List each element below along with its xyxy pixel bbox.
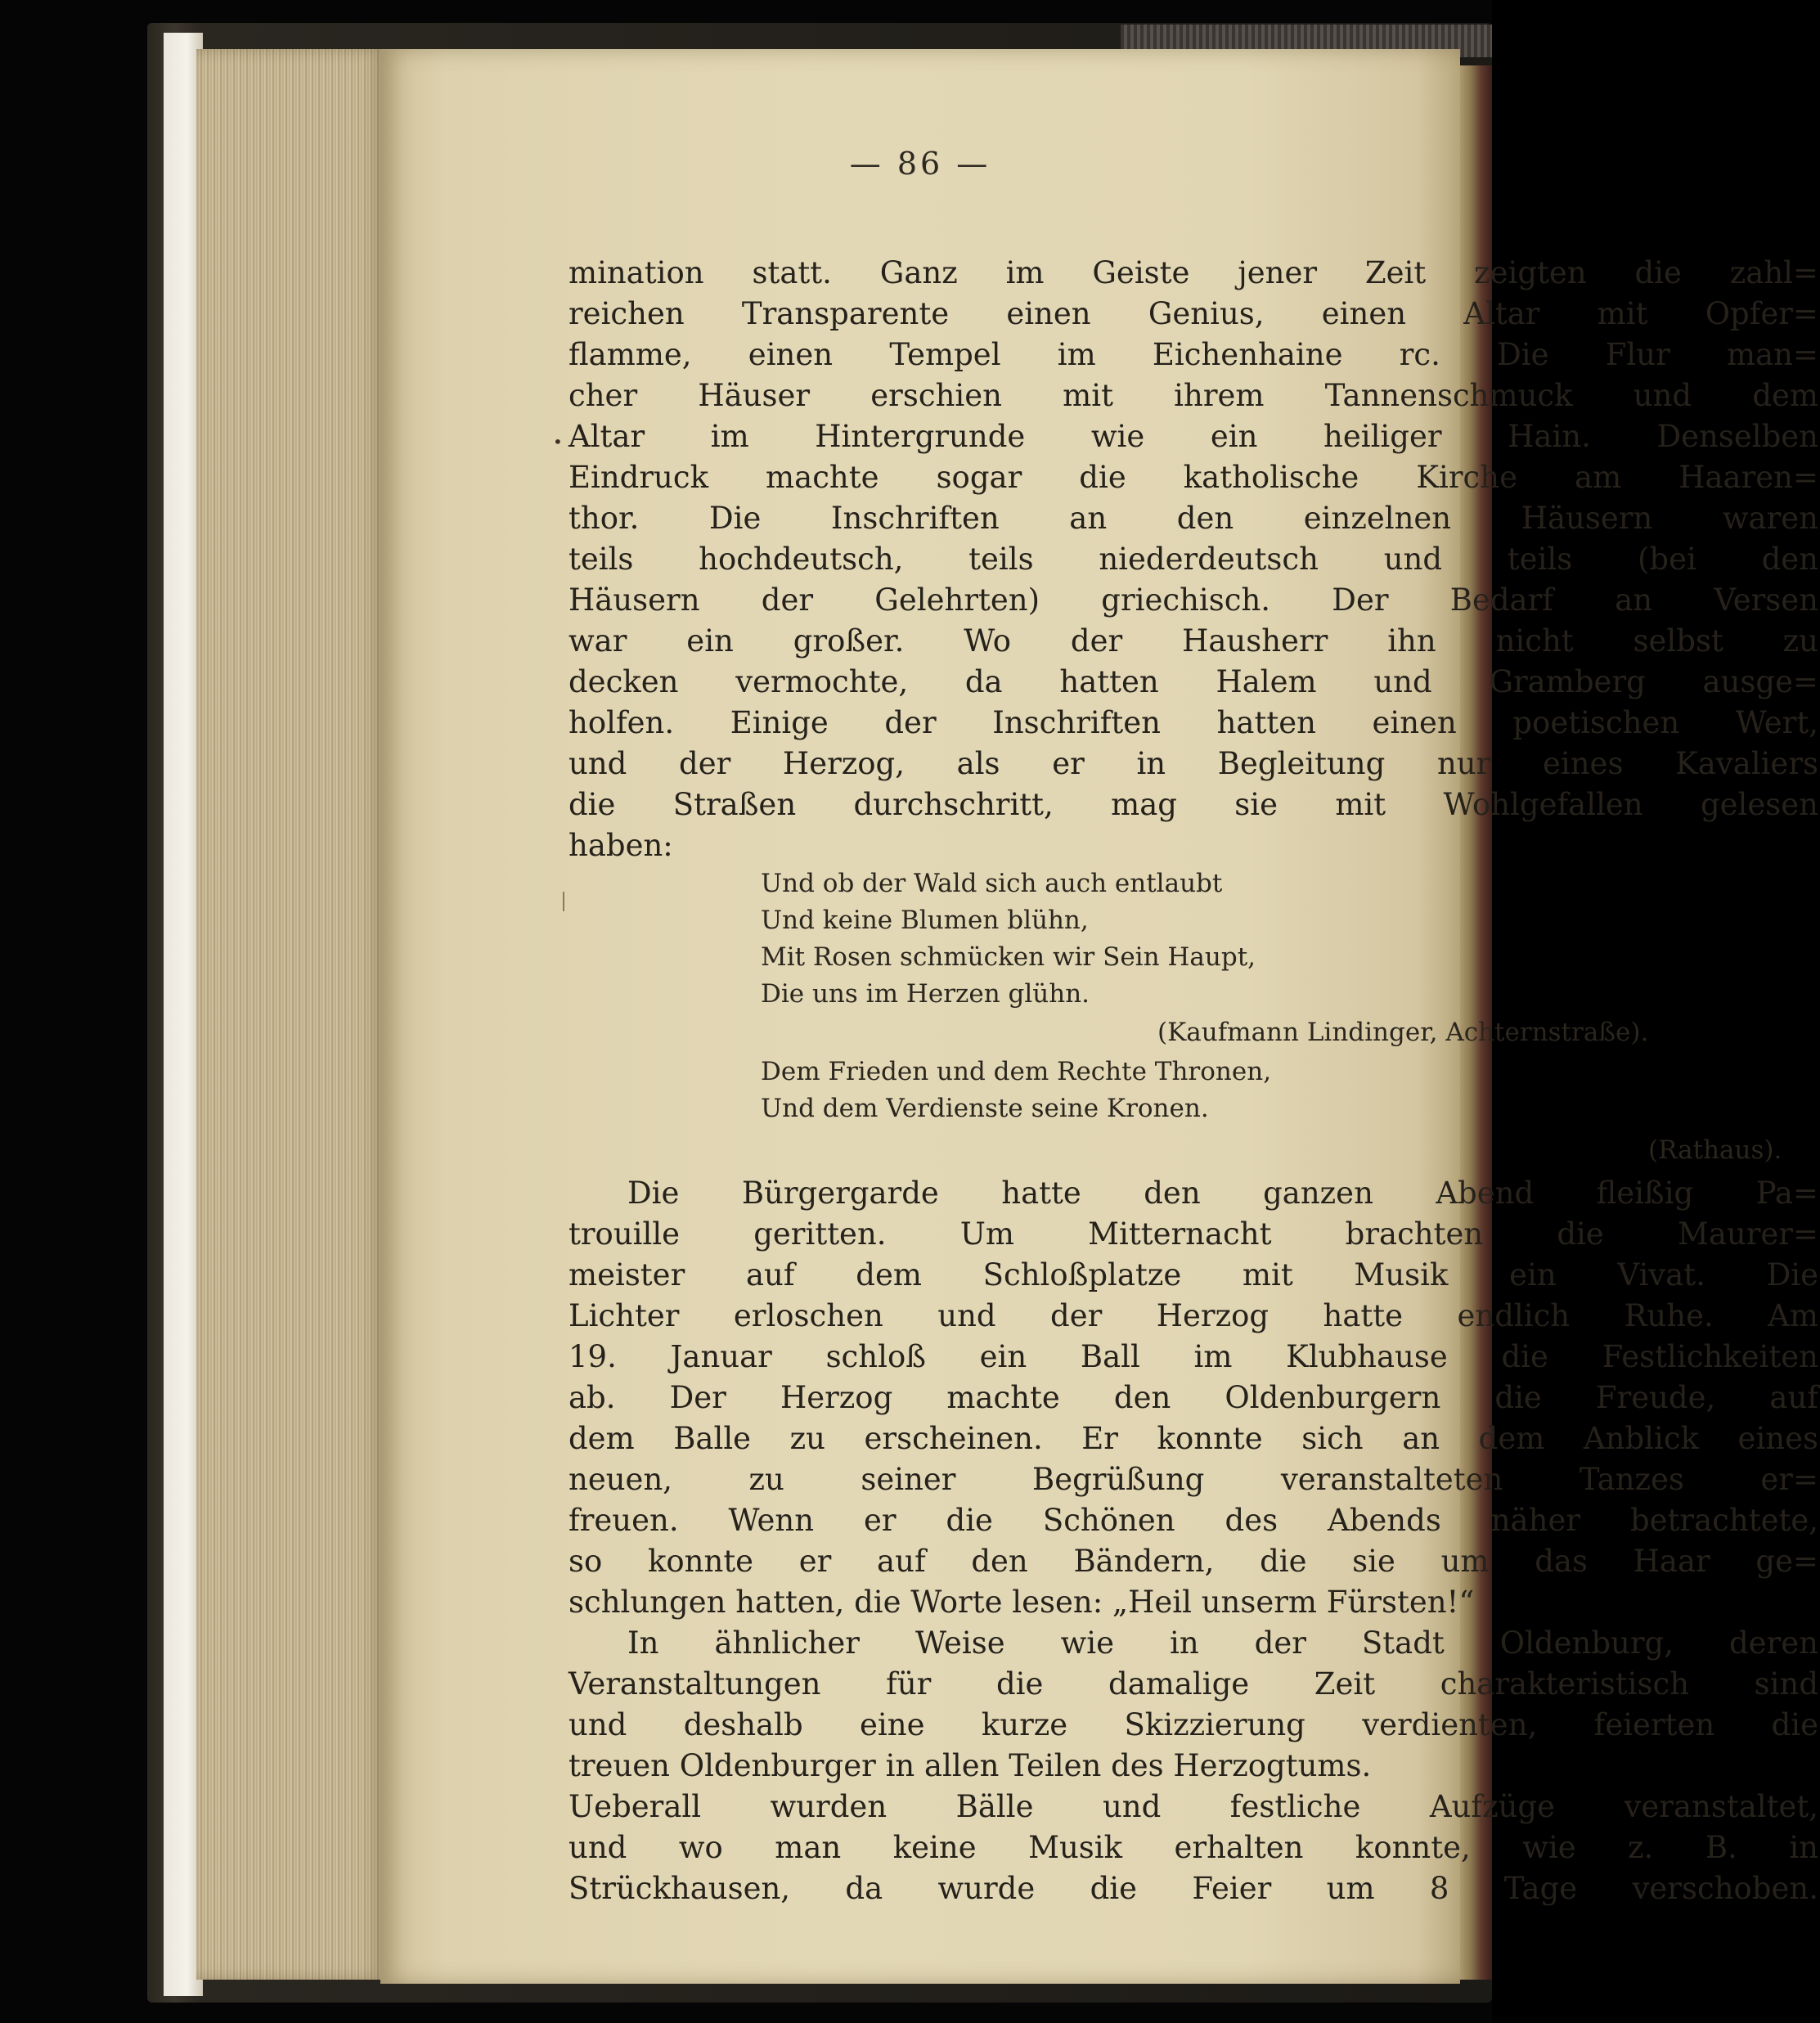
verse-line: Die uns im Herzen glühn. (761, 979, 1090, 1009)
text-line: decken vermochte, da hatten Halem und Gramberg ausge= (568, 664, 1818, 699)
text-line: Die Bürgergarde hatte den ganzen Abend fleißig Pa= (627, 1176, 1818, 1211)
verse-line: Dem Frieden und dem Rechte Thronen, (761, 1057, 1272, 1086)
text-line: und der Herzog, als er in Begleitung nur eines Kavaliers (568, 746, 1818, 781)
text-line: In ähnlicher Weise wie in der Stadt Oldenburg, deren (627, 1625, 1818, 1661)
text-line: treuen Oldenburger in allen Teilen des Herzogtums. (568, 1748, 1372, 1783)
verse-line: Und keine Blumen blühn, (761, 906, 1089, 935)
text-line: mination statt. Ganz im Geiste jener Zeit zeigten die zahl= (568, 255, 1818, 290)
verse-line: Mit Rosen schmücken wir Sein Haupt, (761, 942, 1256, 972)
text-line: dem Balle zu erscheinen. Er konnte sich an dem Anblick eines (568, 1421, 1818, 1456)
text-line: Lichter erloschen und der Herzog hatte endlich Ruhe. Am (568, 1298, 1818, 1333)
page-edges (196, 49, 384, 1980)
text-line: freuen. Wenn er die Schönen des Abends näher betrachtete, (568, 1503, 1818, 1538)
text-line: so konnte er auf den Bändern, die sie um das Haar ge= (568, 1544, 1818, 1579)
text-line: Ueberall wurden Bälle und festliche Aufzüge veranstaltet, (568, 1789, 1818, 1824)
margin-mark: • (553, 432, 563, 452)
text-line: haben: (568, 828, 673, 863)
text-line: ab. Der Herzog machte den Oldenburgern die Freude, auf (568, 1380, 1818, 1415)
pencil-mark (563, 892, 564, 911)
text-line: neuen, zu seiner Begrüßung veranstalteten Tanzes er= (568, 1462, 1818, 1497)
text-line: thor. Die Inschriften an den einzelnen Häusern waren (568, 501, 1818, 536)
text-line: meister auf dem Schloßplatze mit Musik ein Vivat. Die (568, 1257, 1818, 1292)
text-line: und deshalb eine kurze Skizzierung verdienten, feierten die (568, 1707, 1818, 1742)
text-line: schlungen hatten, die Worte lesen: „Heil unserm Fürsten!“ (568, 1585, 1475, 1620)
text-line: war ein großer. Wo der Hausherr ihn nicht selbst zu (568, 623, 1818, 659)
text-line: 19. Januar schloß ein Ball im Klubhause die Festlichkeiten (568, 1339, 1818, 1374)
text-line: und wo man keine Musik erhalten konnte, wie z. B. in (568, 1830, 1818, 1865)
verse-attribution: (Rathaus). (1648, 1135, 1782, 1165)
page-number: — 86 — (849, 146, 991, 182)
text-line: cher Häuser erschien mit ihrem Tannenschmuck und dem (568, 378, 1818, 413)
text-line: Strückhausen, da wurde die Feier um 8 Tage verschoben. (568, 1871, 1818, 1906)
text-line: teils hochdeutsch, teils niederdeutsch und teils (bei den (568, 542, 1818, 577)
text-line: reichen Transparente einen Genius, einen Altar mit Opfer= (568, 296, 1818, 331)
book-page (380, 49, 1818, 1984)
verse-line: Und ob der Wald sich auch entlaubt (761, 869, 1223, 898)
text-line: Häusern der Gelehrten) griechisch. Der Bedarf an Versen (568, 582, 1818, 618)
text-line: Eindruck machte sogar die katholische Kirche am Haaren= (568, 460, 1818, 495)
text-line: trouille geritten. Um Mitternacht brachten die Maurer= (568, 1216, 1818, 1252)
verse-attribution: (Kaufmann Lindinger, Achternstraße). (1157, 1018, 1649, 1047)
text-line: holfen. Einige der Inschriften hatten einen poetischen Wert, (568, 705, 1818, 740)
text-line: Veranstaltungen für die damalige Zeit charakteristisch sind (568, 1666, 1818, 1702)
text-line: flamme, einen Tempel im Eichenhaine rc. Die Flur man= (568, 337, 1818, 372)
text-line: Altar im Hintergrunde wie ein heiliger Hain. Denselben (568, 419, 1818, 454)
text-line: die Straßen durchschritt, mag sie mit Wohlgefallen gelesen (568, 787, 1818, 822)
verse-line: Und dem Verdienste seine Kronen. (761, 1094, 1209, 1123)
